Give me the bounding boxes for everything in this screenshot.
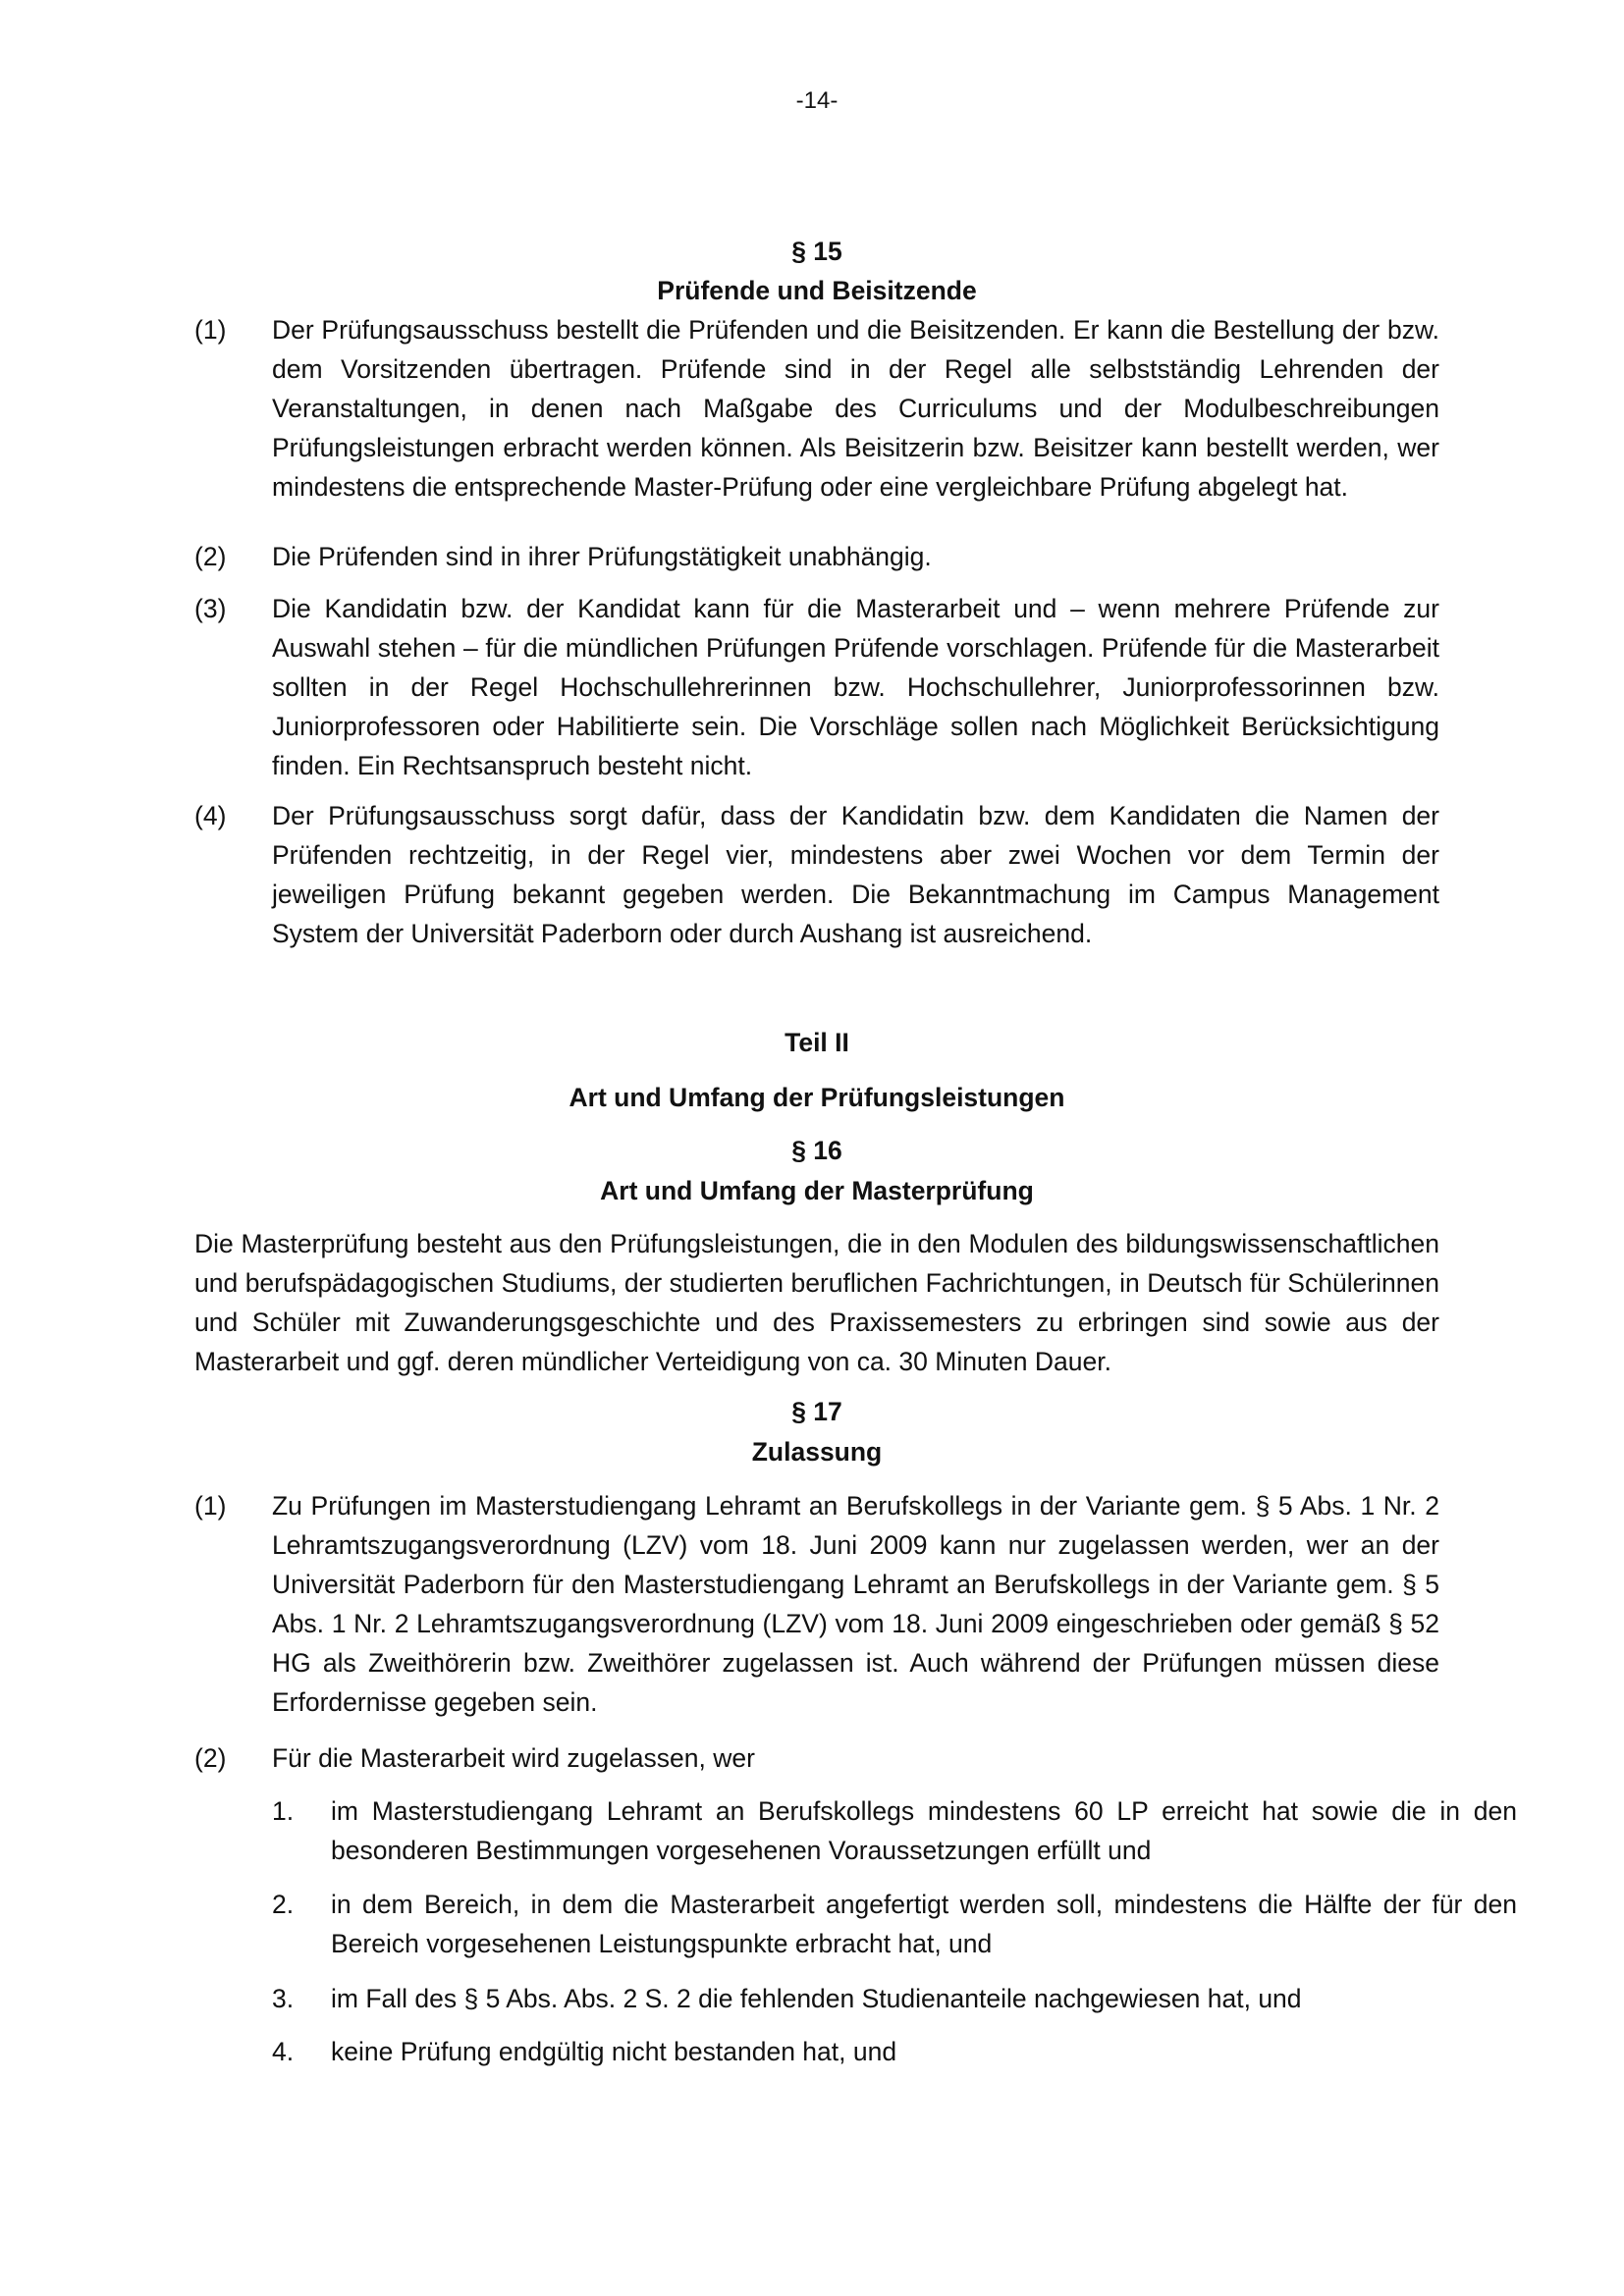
section-15-paragraph-3 — [194, 589, 1439, 785]
page-number: -14- — [795, 87, 839, 114]
section-17-number: § 17 — [791, 1397, 842, 1426]
section-15-number: § 15 — [791, 237, 842, 266]
list-item-number: 4. — [272, 2037, 295, 2066]
section-15-title: Prüfende und Beisitzende — [657, 276, 977, 305]
paragraph-text: Zu Prüfungen im Masterstudiengang Lehramt an Berufskollegs in der Variante gem. § 5 Abs. 1 Nr. 2 Lehramtszugangsverordnung (LZV) vom 18. Juni 2009 kann nur zugelassen werden, wer an der Universität Paderborn für den Masterstudiengang Lehramt an Berufskollegs in der Variante gem. § 5 Abs. 1 Nr. 2 Lehramtszugangsverordnung (LZV) vom 18. Juni 2009 eingeschrieben oder gemäß § 52 HG als Zweithörerin bzw. Zweithörer zugelassen ist. Auch während der Prüfungen müssen diese Erfordernisse gegeben sein. — [272, 1491, 1439, 1717]
section-17-paragraph-1 — [194, 1486, 1439, 1722]
list-item-number: 2. — [272, 1890, 295, 1919]
paragraph-number: (2) — [194, 542, 227, 571]
list-item — [272, 1791, 1517, 1870]
paragraph-number: (2) — [194, 1743, 227, 1773]
part-2-title: Teil II — [785, 1028, 849, 1057]
list-item — [272, 1885, 1517, 1963]
list-item-text: im Masterstudiengang Lehramt an Berufskollegs mindestens 60 LP erreicht hat sowie die in den besonderen Bestimmungen vorgesehenen Voraussetzungen erfüllt und — [331, 1796, 1517, 1865]
list-item-number: 1. — [272, 1796, 295, 1826]
paragraph-number: (3) — [194, 594, 227, 623]
list-item-text: keine Prüfung endgültig nicht bestanden hat, und — [331, 2037, 897, 2066]
section-17-paragraph-2 — [194, 1738, 1439, 1778]
paragraph-text: Die Kandidatin bzw. der Kandidat kann für die Masterarbeit und – wenn mehrere Prüfende zur Auswahl stehen – für die mündlichen Prüfungen Prüfende vorschlagen. Prüfende für die Masterarbeit sollten in der Regel Hochschullehrerinnen bzw. Hochschullehrer, Juniorprofessorinnen bzw. Juniorprofessoren oder Habilitierte sein. Die Vorschläge sollen nach Möglichkeit Berücksichtigung finden. Ein Rechtsanspruch besteht nicht. — [272, 594, 1439, 780]
section-16-number: § 16 — [791, 1136, 842, 1165]
paragraph-text: Der Prüfungsausschuss bestellt die Prüfenden und die Beisitzenden. Er kann die Bestellung der bzw. dem Vorsitzenden übertragen. Prüfende sind in der Regel alle selbstständig Lehrenden der Veranstaltungen, in denen nach Maßgabe des Curriculums und der Modulbeschreibungen Prüfungsleistungen erbracht werden können. Als Beisitzerin bzw. Beisitzer kann bestellt werden, wer mindestens die entsprechende Master-Prüfung oder eine vergleichbare Prüfung abgelegt hat. — [272, 315, 1439, 502]
paragraph-number: (1) — [194, 315, 227, 345]
section-17-title: Zulassung — [751, 1437, 883, 1467]
paragraph-number: (4) — [194, 801, 227, 830]
list-item — [272, 2032, 1517, 2071]
list-item-text: im Fall des § 5 Abs. Abs. 2 S. 2 die fehlenden Studienanteile nachgewiesen hat, und — [331, 1984, 1302, 2013]
section-16-text: Die Masterprüfung besteht aus den Prüfungsleistungen, die in den Modulen des bildungswissenschaftlichen und berufspädagogischen Studiums, der studierten beruflichen Fachrichtungen, in Deutsch für Schülerinnen und Schüler mit Zuwanderungsgeschichte und des Praxissemesters zu erbringen sind sowie aus der Masterarbeit und ggf. deren mündlicher Verteidigung von ca. 30 Minuten Dauer. — [194, 1229, 1439, 1376]
section-15-paragraph-2 — [194, 537, 1439, 576]
paragraph-text: Der Prüfungsausschuss sorgt dafür, dass der Kandidatin bzw. dem Kandidaten die Namen der Prüfenden rechtzeitig, in der Regel vier, mindestens aber zwei Wochen vor dem Termin der jeweiligen Prüfung bekannt gegeben werden. Die Bekanntmachung im Campus Management System der Universität Paderborn oder durch Aushang ist ausreichend. — [272, 801, 1439, 948]
paragraph-text: Für die Masterarbeit wird zugelassen, wer — [272, 1743, 755, 1773]
section-16-title: Art und Umfang der Masterprüfung — [600, 1176, 1034, 1205]
paragraph-number: (1) — [194, 1491, 227, 1521]
section-15-paragraph-4 — [194, 796, 1439, 953]
list-item-text: in dem Bereich, in dem die Masterarbeit angefertigt werden soll, mindestens die Hälfte der für den Bereich vorgesehenen Leistungspunkte erbracht hat, und — [331, 1890, 1517, 1958]
part-2-subtitle: Art und Umfang der Prüfungsleistungen — [568, 1083, 1065, 1112]
list-item — [272, 1979, 1517, 2018]
list-item-number: 3. — [272, 1984, 295, 2013]
section-15-paragraph-1 — [194, 310, 1439, 507]
paragraph-text: Die Prüfenden sind in ihrer Prüfungstätigkeit unabhängig. — [272, 542, 932, 571]
